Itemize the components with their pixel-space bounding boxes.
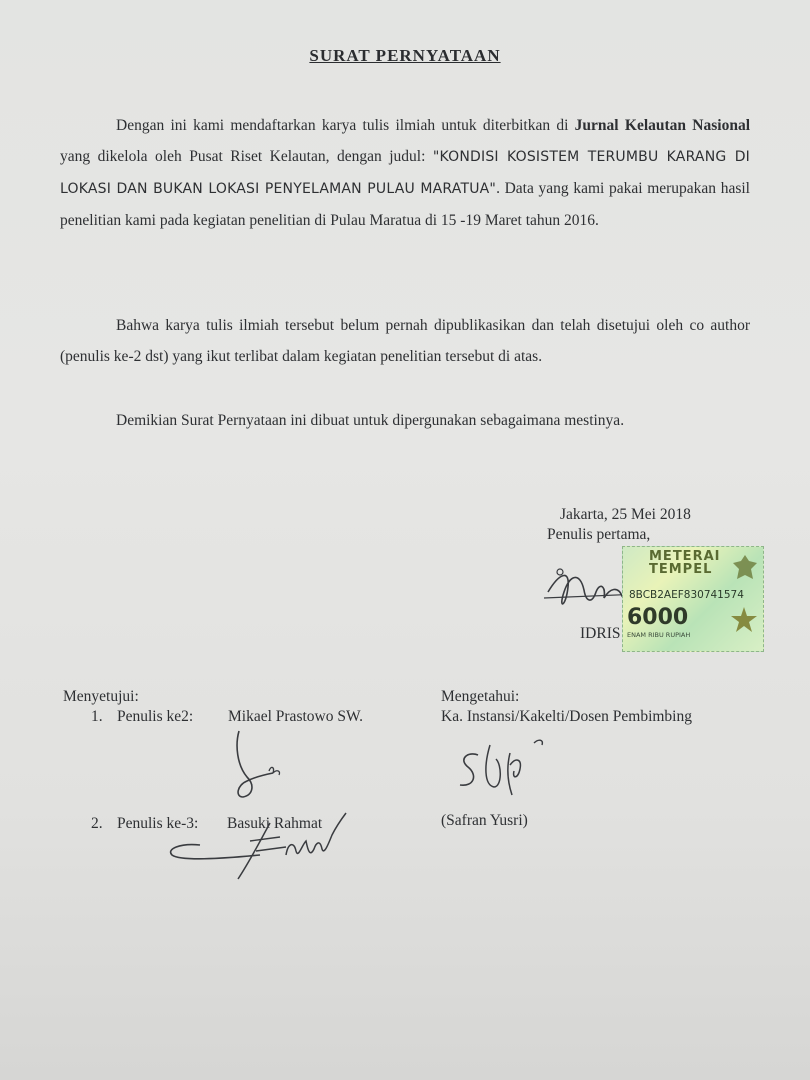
paragraph-declaration: [60, 310, 750, 372]
paragraph-closing: [60, 405, 750, 436]
know-label: Mengetahui:: [441, 688, 520, 705]
paragraph-registration: [60, 110, 750, 236]
journal-name-b: Kelautan Nasional: [624, 117, 751, 134]
author2-label: Penulis ke2:: [117, 708, 194, 725]
p3-text: Demikian Surat Pernyataan ini dibuat untuk dipergunakan sebagaimana mestinya.: [116, 412, 625, 429]
stamp-line1: METERAI: [649, 549, 721, 564]
star-emblem-icon: [729, 605, 759, 635]
author3-number: 2.: [91, 815, 103, 832]
revenue-stamp: [622, 546, 764, 652]
institution-signature: [450, 735, 550, 815]
stamp-serial: 8BCB2AEF830741574: [629, 589, 744, 601]
place-date: Jakarta, 25 Mei 2018: [560, 506, 691, 523]
institution-label: Ka. Instansi/Kakelti/Dosen Pembimbing: [441, 708, 692, 725]
p2-text: Bahwa karya tulis ilmiah tersebut belum pernah dipublikasikan dan telah disetujui oleh co author (penulis ke-2 dst) yang ikut terlibat dalam kegiatan penelitian tersebut di atas.: [60, 317, 750, 365]
stamp-nominal: 6000: [627, 605, 689, 630]
paper-title: "KONDISI KOSISTEM TERUMBU KARANG DI LOKASI DAN BUKAN LOKASI PENYELAMAN PULAU MARATUA": [60, 149, 751, 197]
document-title: SURAT PERNYATAAN: [309, 46, 501, 65]
author2-name: Mikael Prastowo SW.: [228, 708, 364, 725]
stamp-line2: TEMPEL: [649, 562, 713, 577]
author3-name: Basuki Rahmat: [227, 815, 323, 832]
p1-intro: Dengan ini kami mendaftarkan karya tulis ilmiah untuk diterbitkan di: [116, 117, 575, 134]
author3-label: Penulis ke-3:: [117, 815, 199, 832]
journal-name-a: Jurnal: [574, 117, 619, 134]
first-author-name: IDRIS: [580, 625, 621, 642]
p1-after: . Data yang kami pakai merupakan hasil penelitian kami pada kegiatan penelitian di Pulau Maratua di 15 -19 Maret tahun 2016.: [60, 180, 750, 229]
author3-signature: [160, 805, 355, 885]
approve-label: Menyetujui:: [63, 688, 139, 705]
p1-mid: yang dikelola oleh Pusat Riset Kelautan, dengan judul:: [60, 148, 433, 165]
author2-number: 1.: [91, 708, 103, 725]
garuda-emblem-icon: [731, 553, 759, 585]
stamp-nominal-text: ENAM RIBU RUPIAH: [627, 631, 691, 639]
first-author-label: Penulis pertama,: [547, 526, 651, 543]
institution-name: (Safran Yusri): [441, 812, 528, 829]
author2-signature: [225, 725, 295, 810]
